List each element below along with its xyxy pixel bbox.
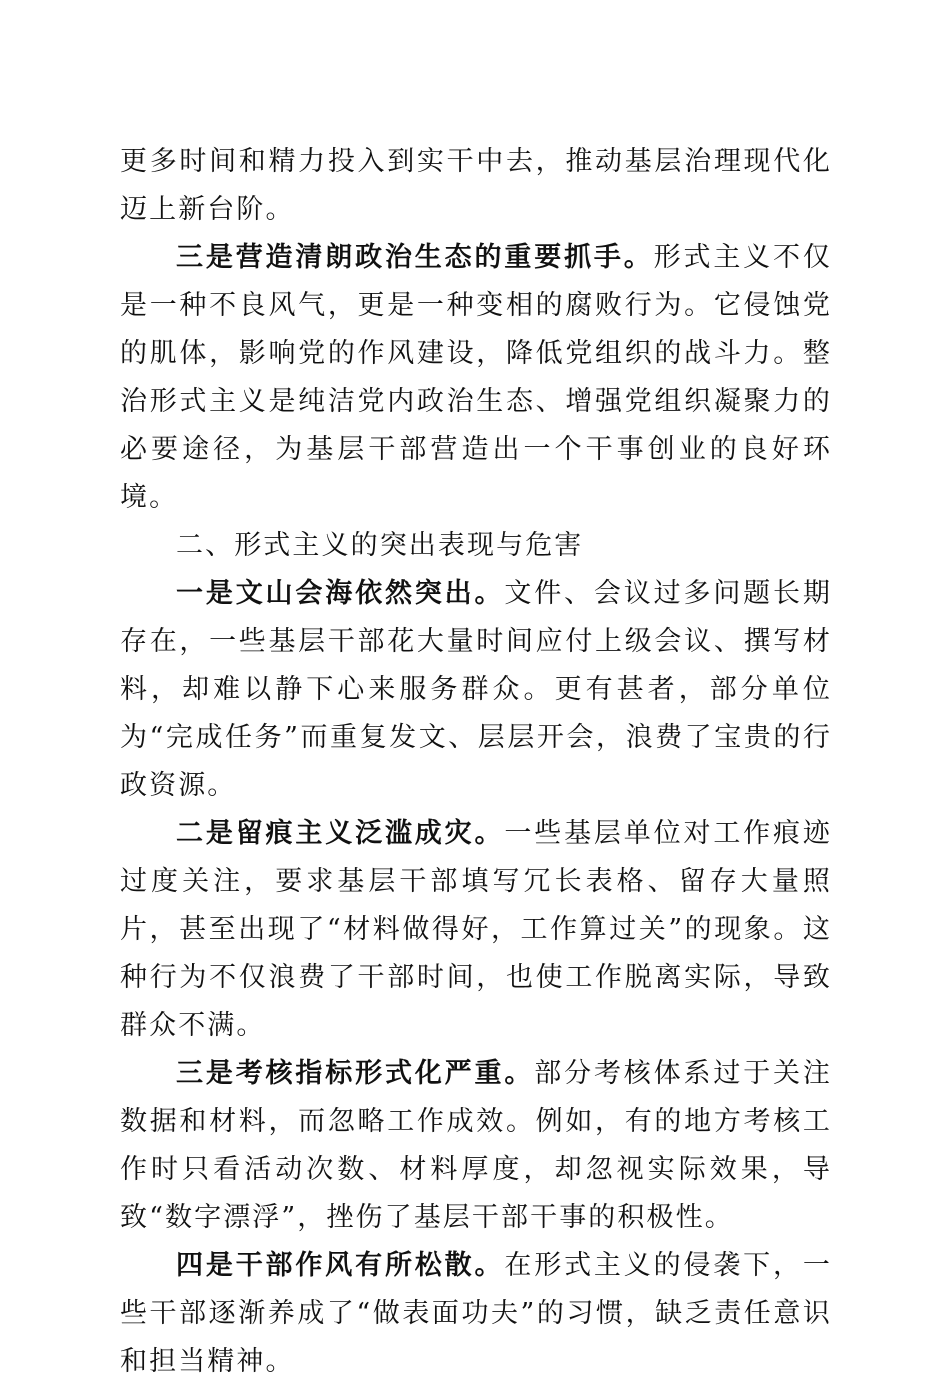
paragraph-text: 更多时间和精力投入到实干中去，推动基层治理现代化迈上新台阶。 [120,146,832,225]
paragraph-cadre-style [120,1242,832,1386]
section-heading-text: 二、形式主义的突出表现与危害 [176,530,584,561]
paragraph-text: 文件、会议过多问题长期存在，一些基层干部花大量时间应付上级会议、撰写材料，却难以静下心来服务群众。更有甚者，部分单位为“完成任务”而重复发文、层层开会，浪费了宝贵的行政资源。 [120,578,832,801]
paragraph-lead: 四是干部作风有所松散。 [176,1250,505,1281]
paragraph-political-ecology [120,234,832,522]
paragraph-text: 一些基层单位对工作痕迹过度关注，要求基层干部填写冗长表格、留存大量照片，甚至出现了“材料做得好，工作算过关”的现象。这种行为不仅浪费了干部时间，也使工作脱离实际，导致群众不满。 [120,818,832,1041]
paragraph-continuation [120,138,832,234]
document-body [120,138,832,1386]
paragraph-meetings-documents [120,570,832,810]
paragraph-text: 部分考核体系过于关注数据和材料，而忽略工作成效。例如，有的地方考核工作时只看活动次数、材料厚度，却忽视实际效果，导致“数字漂浮”，挫伤了基层干部干事的积极性。 [120,1058,833,1233]
paragraph-lead: 三是营造清朗政治生态的重要抓手。 [176,242,654,273]
section-heading [120,522,832,570]
paragraph-lead: 二是留痕主义泛滥成灾。 [176,818,505,849]
paragraph-trace-keeping [120,810,832,1050]
paragraph-text: 形式主义不仅是一种不良风气，更是一种变相的腐败行为。它侵蚀党的肌体，影响党的作风建设，降低党组织的战斗力。整治形式主义是纯洁党内政治生态、增强党组织凝聚力的必要途径，为基层干部营造出一个干事创业的良好环境。 [120,242,832,513]
paragraph-lead: 一是文山会海依然突出。 [176,578,505,609]
paragraph-text: 在形式主义的侵袭下，一些干部逐渐养成了“做表面功夫”的习惯，缺乏责任意识和担当精神。 [120,1250,832,1377]
paragraph-lead: 三是考核指标形式化严重。 [176,1058,535,1089]
paragraph-assessment-indicators [120,1050,832,1242]
